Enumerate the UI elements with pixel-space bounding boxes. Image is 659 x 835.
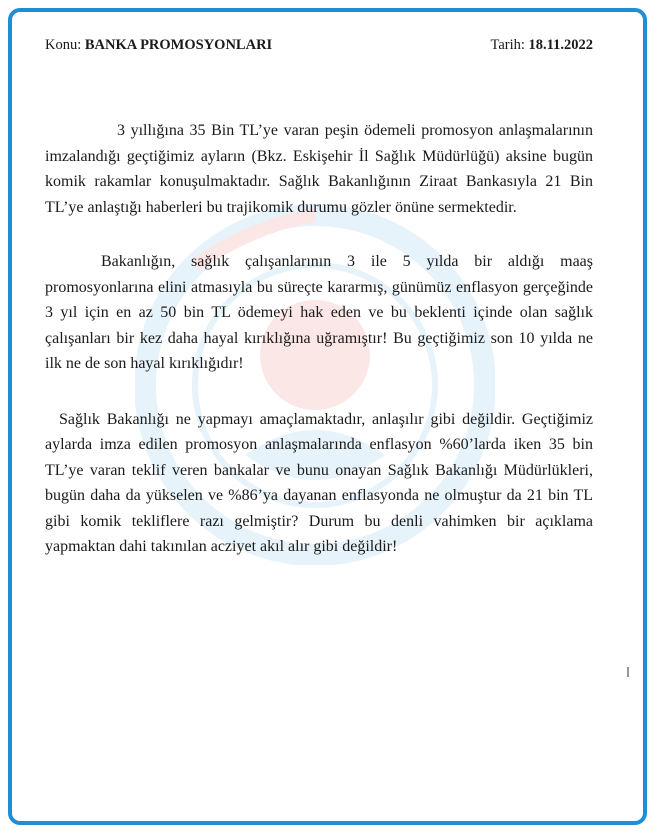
paragraph-3: Sağlık Bakanlığı ne yapmayı amaçlamaktadır, anlaşılır gibi değildir. Geçtiğimiz aylarda imza edilen promosyon anlaşmalarında enflasyon %60’larda iken 35 bin TL’ye varan teklif veren bankalar ve bunu onayan Sağlık Bakanlığı Müdürlükleri, bugün daha da yükselen ve %86’ya dayanan enflasyonda ne olmuştur da 21 bin TL gibi komik tekliflere razı gelmiştir? Durum bu denli vahimken bir açıklama yapmaktan dahi takınılan acziyet akıl alır gibi değildir! [45,410,593,555]
document-body [45,118,593,560]
date-label: Tarih: [490,37,525,53]
date-value: 18.11.2022 [528,37,593,53]
date-line [491,37,594,54]
margin-mark [627,667,629,677]
subject-label: Konu: [45,37,82,53]
paragraph-2: Bakanlığın, sağlık çalışanlarının 3 ile 5 yılda bir aldığı maaş promosyonlarına elini atmasıyla bu süreçte kararmış, günümüz enflasyon gerçeğinde 3 yıl için en az 50 bin TL ödemeyi hak eden ve bu beklenti içinde olan sağlık çalışanları bir kez daha hayal kırıklığına uğramıştır! Bu geçtiğimiz son 10 yılda ne ilk ne de son hayal kırıklığıdır! [45,253,593,372]
paragraph-1: 3 yıllığına 35 Bin TL’ye varan peşin ödemeli promosyon anlaşmalarının imzalandığı geçtiğimiz ayların (Bkz. Eskişehir İl Sağlık Müdürlüğü) aksine bugün komik rakamlar konuşulmaktadır. Sağlık Bakanlığının Ziraat Bankasıyla 21 Bin TL’ye anlaştığı haberleri bu trajikomik durumu gözler önüne sermektedir. [45,122,593,216]
document-header [45,37,593,54]
subject-line [45,37,272,54]
subject-value: BANKA PROMOSYONLARI [84,37,273,53]
